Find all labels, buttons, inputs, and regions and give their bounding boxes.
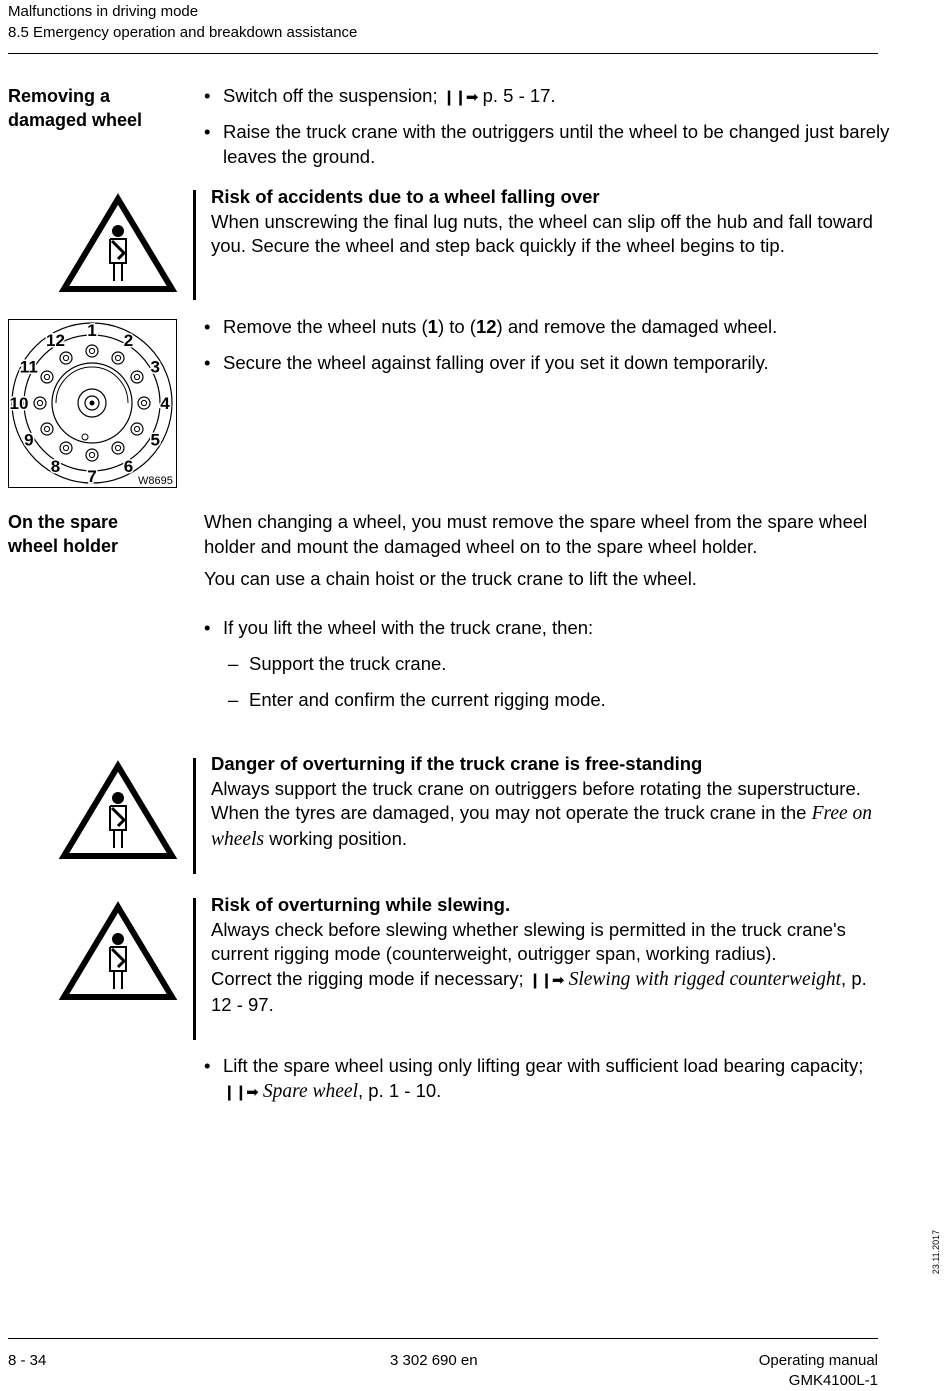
wheel-nut-label: 1 bbox=[87, 321, 97, 340]
warning-title: Risk of accidents due to a wheel falling over bbox=[211, 186, 600, 207]
reference-arrow-icon: ❙❙➡ bbox=[528, 971, 564, 989]
warning-triangle-icon bbox=[58, 193, 178, 293]
side-date: 23.11.2017 bbox=[931, 1229, 941, 1275]
reference-arrow-icon: ❙❙➡ bbox=[223, 1083, 258, 1101]
footer-manual-title: Operating manual GMK4100L-1 bbox=[758, 1352, 878, 1389]
crushed-person-icon bbox=[110, 934, 126, 989]
warning-body: When unscrewing the final lug nuts, the wheel can slip off the hub and fall toward you. Secure the wheel and step back quickly if the wheel begins to tip. bbox=[211, 210, 873, 256]
wheel-nut-label: 7 bbox=[87, 467, 97, 486]
crushed-person-icon bbox=[110, 226, 126, 281]
wheel-nut-label: 4 bbox=[160, 394, 170, 413]
warning-overturning-free-standing: Danger of overturning if the truck crane is free-standing Always support the truck crane on outriggers before rotating the superstructure. When the tyres are damaged, you may not operate the truck crane in the Free on wheels working position. bbox=[211, 752, 881, 852]
header-rule bbox=[8, 53, 878, 54]
section-heading-removing-wheel: Removing a damaged wheel bbox=[8, 86, 143, 130]
wheel-nut bbox=[131, 423, 143, 435]
wheel-nut bbox=[34, 397, 46, 409]
wheel-nut-label: 8 bbox=[50, 457, 61, 477]
reference-arrow-icon: ❙❙➡ bbox=[442, 89, 478, 106]
wheel-nut bbox=[60, 442, 72, 454]
footer-rule bbox=[8, 1338, 878, 1339]
wheel-nut bbox=[112, 442, 124, 454]
footer-page-number: 8 - 34 bbox=[8, 1352, 47, 1369]
header-chapter: Malfunctions in driving mode bbox=[8, 3, 199, 20]
dash-support-crane: – Support the truck crane. bbox=[228, 652, 899, 677]
wheel-nut-label: 5 bbox=[150, 430, 160, 450]
wheel-nut-label: 2 bbox=[123, 330, 134, 350]
paragraph-chain-hoist: You can use a chain hoist or the truck crane to lift the wheel. bbox=[204, 568, 697, 589]
wheel-nut bbox=[86, 345, 98, 357]
wheel-nut bbox=[112, 352, 124, 364]
link-slewing-counterweight[interactable]: Slewing with rigged counterweight bbox=[568, 968, 842, 990]
section-heading-spare-wheel-holder: On the spare wheel holder bbox=[8, 512, 119, 556]
warning-triangle-icon bbox=[58, 760, 178, 860]
wheel-nut-label: 10 bbox=[9, 394, 29, 413]
warning-wheel-falling bbox=[211, 185, 881, 259]
wheel-nut bbox=[138, 397, 150, 409]
wheel-nut-label: 9 bbox=[24, 430, 34, 450]
paragraph-changing-wheel: When changing a wheel, you must remove the spare wheel from the spare wheel holder and mount the damaged wheel on to the spare wheel holder. bbox=[204, 511, 868, 557]
link-spare-wheel[interactable]: Spare wheel bbox=[262, 1080, 358, 1102]
wheel-nut-diagram bbox=[8, 319, 178, 489]
figure-code: W8695 bbox=[138, 475, 173, 487]
wheel-nut bbox=[86, 449, 98, 461]
bullet-raise-crane: • Raise the truck crane with the outriggers until the wheel to be changed just barely leaves the ground. bbox=[204, 120, 903, 169]
bullet-lift-with-crane: • If you lift the wheel with the truck crane, then: bbox=[204, 616, 903, 641]
wheel-nut bbox=[41, 423, 53, 435]
wheel-nut bbox=[131, 371, 143, 383]
warning-bar bbox=[193, 898, 196, 1040]
warning-title: Danger of overturning if the truck crane is free-standing bbox=[211, 753, 703, 774]
wheel-nut-label: 11 bbox=[19, 357, 38, 377]
wheel-nut bbox=[60, 352, 72, 364]
footer-doc-number: 3 302 690 en bbox=[390, 1352, 478, 1369]
header-section: 8.5 Emergency operation and breakdown assistance bbox=[8, 24, 358, 41]
warning-bar bbox=[193, 190, 196, 300]
wheel-nut-label: 12 bbox=[46, 330, 65, 350]
warning-body: Always check before slewing whether slewing is permitted in the truck crane's current rigging mode (counterweight, outrigger span, working radius). bbox=[211, 918, 846, 964]
wheel-nut-label: 3 bbox=[150, 357, 160, 377]
wheel-nut bbox=[41, 371, 53, 383]
warning-body: Always support the truck crane on outriggers before rotating the superstructure. bbox=[211, 777, 861, 799]
bullet-lift-spare-wheel: • Lift the spare wheel using only lifting gear with sufficient load bearing capacity; ❙❙➡ Spare wheel, p. 1 - 10. bbox=[204, 1054, 903, 1105]
wheel-nut-label: 6 bbox=[123, 457, 134, 477]
warning-overturning-slewing: Risk of overturning while slewing. Always check before slewing whether slewing is permitted in the truck crane's current rigging mode (counterweight, outrigger span, working radius). Correct the rigging mode if necessary; ❙❙➡ Slewing with rigged counterweight, p. 12 - 97. bbox=[211, 893, 881, 1018]
crushed-person-icon bbox=[110, 793, 126, 848]
dash-enter-rigging-mode: – Enter and confirm the current rigging mode. bbox=[228, 688, 899, 713]
bullet-switch-off-suspension: • Switch off the suspension; ❙❙➡ p. 5 - 17. bbox=[204, 84, 903, 111]
warning-title: Risk of overturning while slewing. bbox=[211, 894, 511, 915]
warning-bar bbox=[193, 758, 196, 874]
bullet-remove-wheel-nuts: • Remove the wheel nuts (1) to (12) and remove the damaged wheel. bbox=[204, 315, 903, 340]
warning-triangle-icon bbox=[58, 901, 178, 1001]
bullet-secure-wheel: • Secure the wheel against falling over if you set it down temporarily. bbox=[204, 351, 903, 376]
